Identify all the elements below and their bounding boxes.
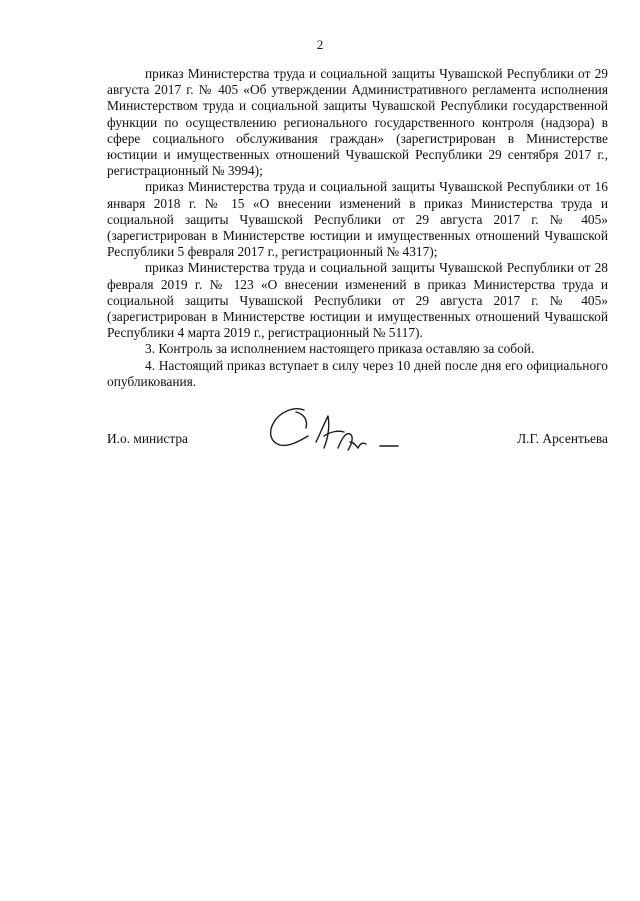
signer-name: Л.Г. Арсентьева bbox=[517, 431, 608, 446]
document-body bbox=[107, 66, 608, 390]
page-number: 2 bbox=[316, 37, 324, 52]
paragraph-item-3: 3. Контроль за исполнением настоящего приказа оставляю за собой. bbox=[145, 341, 535, 357]
signer-title: И.о. министра bbox=[107, 431, 188, 446]
handwritten-signature bbox=[258, 402, 403, 472]
paragraph-order-15: приказ Министерства труда и социальной защиты Чувашской Республики от 16 января 2018 г. № 15 «О внесении изменений в приказ Министерства труда и социальной защиты Чувашской Республики от 29 августа 2017 г. № 405» (зарегистрирован в Министерстве юстиции и имущественных отношений Чувашской Республики 5 февраля 2017 г., регистрационный № 4317); bbox=[107, 179, 608, 260]
paragraph-order-123: приказ Министерства труда и социальной защиты Чувашской Республики от 28 февраля 2019 г. № 123 «О внесении изменений в приказ Министерства труда и социальной защиты Чувашской Республики от 29 августа 2017 г. № 405» (зарегистрирован в Министерстве юстиции и имущественных отношений Чувашской Республики 4 марта 2019 г., регистрационный № 5117). bbox=[107, 260, 608, 341]
paragraph-item-4: 4. Настоящий приказ вступает в силу через 10 дней после дня его официального опубликования. bbox=[107, 357, 608, 389]
paragraph-order-405: приказ Министерства труда и социальной защиты Чувашской Республики от 29 августа 2017 г. № 405 «Об утверждении Административного регламента исполнения Министерством труда и социальной защиты Чувашской Республики государственной функции по осуществлению регионального государственного контроля (надзора) в сфере социального обслуживания граждан» (зарегистрирован в Министерстве юстиции и имущественных отношений Чувашской Республики 29 сентября 2017 г., регистрационный № 3994); bbox=[107, 66, 608, 179]
